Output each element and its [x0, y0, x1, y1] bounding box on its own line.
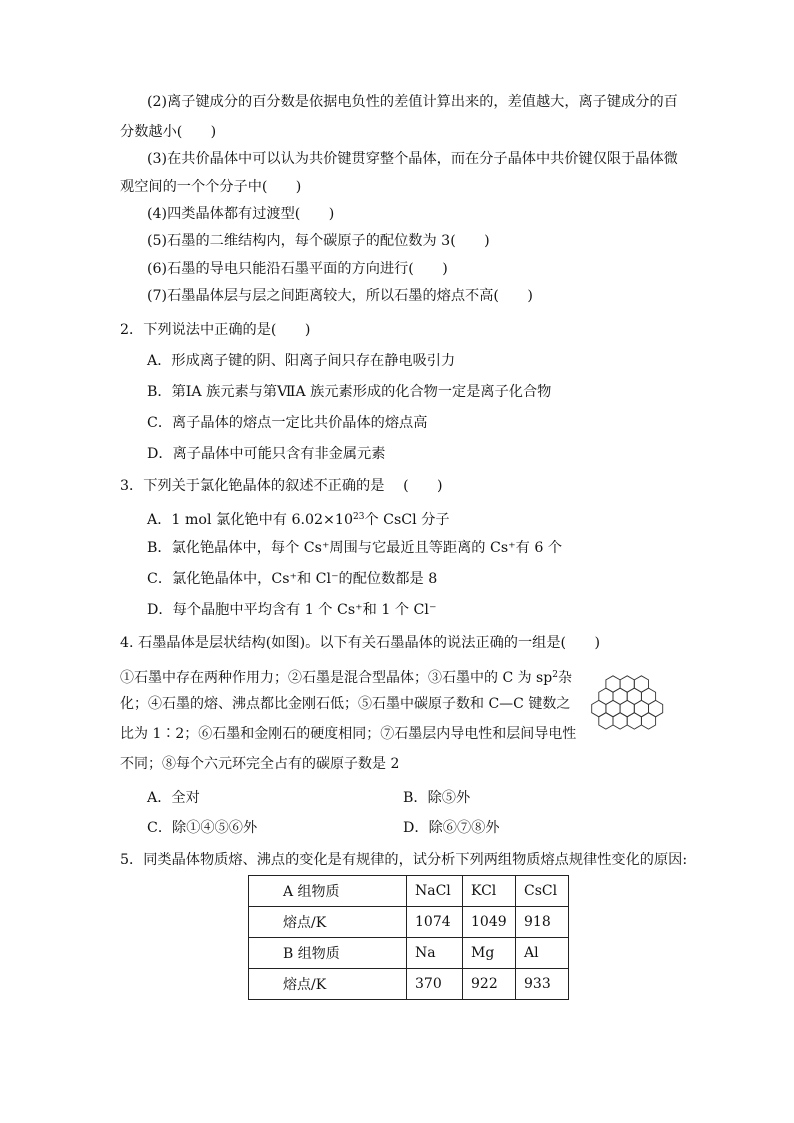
- q1-line-3a: (3)在共价晶体中可以认为共价键贯穿整个晶体，而在分子晶体中共价键仅限于晶体微: [147, 151, 678, 167]
- q4-line-4: 不同；⑧每个六元环完全占有的碳原子数是 2: [120, 756, 400, 772]
- q1-line-7: (7)石墨晶体层与层之间距离较大，所以石墨的熔点不高( ): [147, 288, 533, 304]
- q2-option-d: D．离子晶体中可能只含有非金属元素: [147, 446, 386, 462]
- melting-point-table: [248, 875, 569, 1000]
- q3-option-a-pre: A．1 mol 氯化铯中有 6.02×10: [147, 512, 353, 528]
- table-cell: 918: [516, 907, 569, 938]
- q2-option-a: A．形成离子键的阴、阳离子间只存在静电吸引力: [147, 353, 456, 369]
- table-cell: 熔点/K: [249, 907, 407, 938]
- table-cell: 1074: [407, 907, 463, 938]
- table-cell: 370: [407, 969, 463, 1000]
- q1-line-2a: (2)离子键成分的百分数是依据电负性的差值计算出来的，差值越大，离子键成分的百: [147, 94, 678, 110]
- q4-line-1-pre: ①石墨中存在两种作用力；②石墨是混合型晶体；③石墨中的 C 为 sp: [120, 670, 553, 686]
- table-cell: 1049: [463, 907, 516, 938]
- q2-option-c: C．离子晶体的熔点一定比共价晶体的熔点高: [147, 415, 428, 431]
- table-cell: Na: [407, 938, 463, 969]
- q2-option-b: B．第ⅠA 族元素与第ⅦA 族元素形成的化合物一定是离子化合物: [147, 384, 552, 400]
- table-row: [249, 969, 569, 1000]
- table-cell: 922: [463, 969, 516, 1000]
- q4-option-b: B．除⑤外: [403, 790, 471, 806]
- table-cell: A 组物质: [249, 876, 407, 907]
- table-cell: 933: [516, 969, 569, 1000]
- q3-stem: 3．下列关于氯化铯晶体的叙述不正确的是 ( ): [120, 478, 443, 494]
- graphite-hexagon: [641, 713, 655, 729]
- q2-stem: 2．下列说法中正确的是( ): [120, 322, 311, 338]
- table-row: [249, 876, 569, 907]
- graphite-hexagon: [599, 713, 613, 729]
- table-cell: 熔点/K: [249, 969, 407, 1000]
- q3-option-b: B．氯化铯晶体中，每个 Cs⁺周围与它最近且等距离的 Cs⁺有 6 个: [147, 540, 563, 556]
- table-row: [249, 907, 569, 938]
- q1-line-4: (4)四类晶体都有过渡型( ): [147, 206, 335, 222]
- graphite-hexagon-lattice: [592, 676, 663, 729]
- q4-stem: 4. 石墨晶体是层状结构(如图)。以下有关石墨晶体的说法正确的一组是( ): [120, 635, 601, 651]
- q3-option-a-exponent: 23: [353, 512, 365, 522]
- q4-option-c: C．除①④⑤⑥外: [147, 820, 258, 836]
- q3-option-c: C．氯化铯晶体中，Cs⁺和 Cl⁻的配位数都是 8: [147, 571, 438, 587]
- q1-line-5: (5)石墨的二维结构内，每个碳原子的配位数为 3( ): [147, 233, 490, 249]
- q1-line-3b: 观空间的一个个分子中( ): [120, 179, 302, 195]
- table-cell: Al: [516, 938, 569, 969]
- table-cell: B 组物质: [249, 938, 407, 969]
- q5-stem: 5．同类晶体物质熔、沸点的变化是有规律的，试分析下列两组物质熔点规律性变化的原因:: [120, 852, 688, 868]
- graphite-hexagon: [627, 713, 641, 729]
- table-cell: Mg: [463, 938, 516, 969]
- table-cell: KCl: [463, 876, 516, 907]
- q4-line-1: [120, 665, 572, 688]
- q4-option-a: A．全对: [147, 790, 200, 806]
- q4-line-2: 化；④石墨的熔、沸点都比金刚石低；⑤石墨中碳原子数和 C—C 键数之: [120, 696, 571, 712]
- q4-line-1-post: 杂: [557, 670, 572, 686]
- q3-option-a-post: 个 CsCl 分子: [364, 512, 450, 528]
- q4-option-d: D．除⑥⑦⑧外: [403, 820, 500, 836]
- q4-line-3: 比为 1∶2；⑥石墨和金刚石的硬度相同；⑦石墨层内导电性和层间导电性: [120, 726, 577, 742]
- q1-line-2b: 分数越小( ): [120, 124, 217, 140]
- q3-option-d: D．每个晶胞中平均含有 1 个 Cs⁺和 1 个 Cl⁻: [147, 602, 437, 618]
- table-cell: CsCl: [516, 876, 569, 907]
- graphite-hexagon: [613, 713, 627, 729]
- table-row: [249, 938, 569, 969]
- q1-line-6: (6)石墨的导电只能沿石墨平面的方向进行( ): [147, 261, 448, 277]
- table-cell: NaCl: [407, 876, 463, 907]
- q4-sp2-exponent: 2: [552, 670, 558, 680]
- q3-option-a: [147, 507, 450, 530]
- graphite-structure-figure: [588, 672, 666, 740]
